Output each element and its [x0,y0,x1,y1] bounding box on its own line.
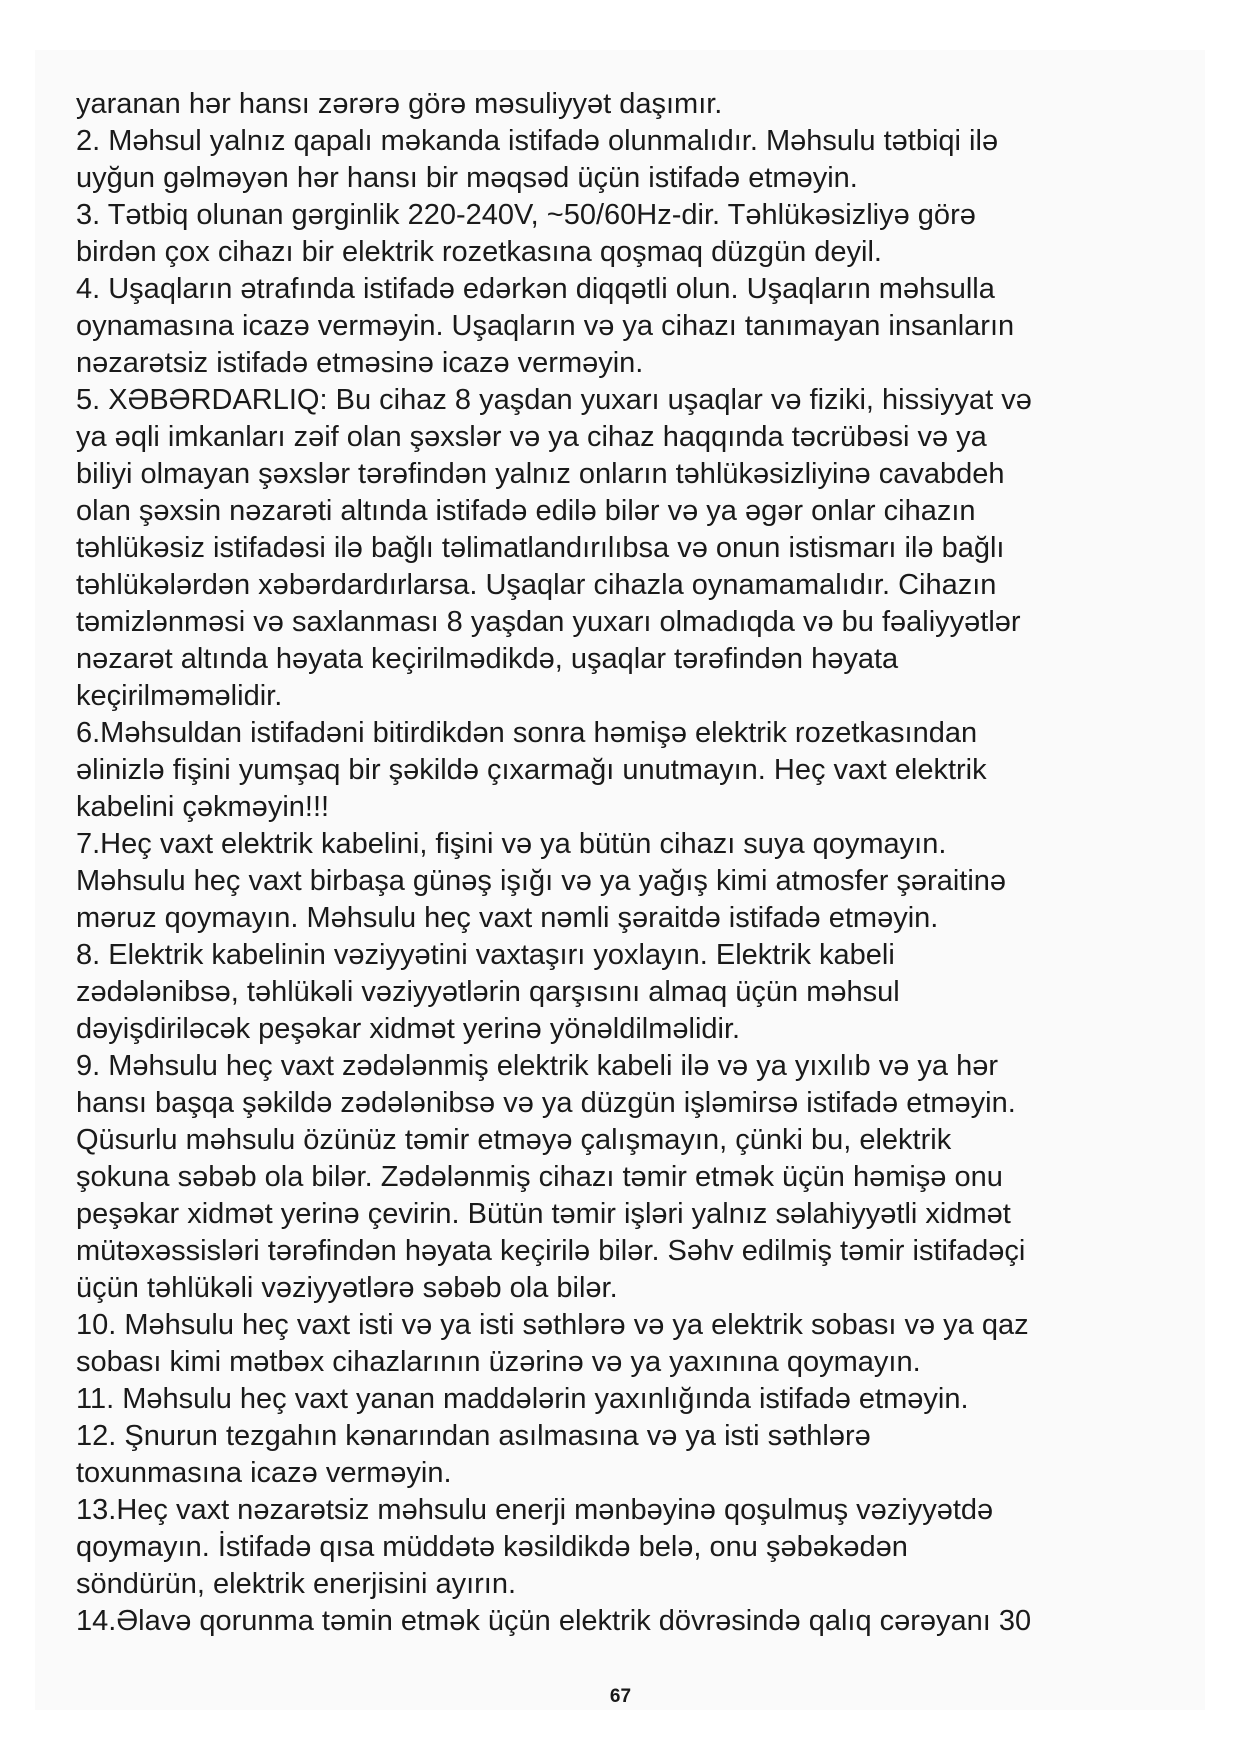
text-line: 4. Uşaqların ətrafında istifadə edərkən diqqətli olun. Uşaqların məhsulla [76,273,995,305]
text-line: 8. Elektrik kabelinin vəziyyətini vaxtaşırı yoxlayın. Elektrik kabeli [76,939,895,971]
text-line: əlinizlə fişini yumşaq bir şəkildə çıxarmağı unutmayın. Heç vaxt elektrik [76,754,987,786]
text-line: 6.Məhsuldan istifadəni bitirdikdən sonra həmişə elektrik rozetkasından [76,717,978,749]
text-line: biliyi olmayan şəxslər tərəfindən yalnız onların təhlükəsizliyinə cavabdeh [76,458,1005,490]
text-line: söndürün, elektrik enerjisini ayırın. [76,1568,517,1600]
text-line: hansı başqa şəkildə zədələnibsə və ya düzgün işləmirsə istifadə etməyin. [76,1087,1016,1119]
text-line: təmizlənməsi və saxlanması 8 yaşdan yuxarı olmadıqda və bu fəaliyyətlər [76,606,1021,638]
text-line: 5. XƏBƏRDARLIQ: Bu cihaz 8 yaşdan yuxarı uşaqlar və fiziki, hissiyyat və [76,384,1032,416]
text-line: oynamasına icazə verməyin. Uşaqların və ya cihazı tanımayan insanların [76,310,1015,342]
text-line: yaranan hər hansı zərərə görə məsuliyyət daşımır. [76,88,723,120]
text-line: nəzarətsiz istifadə etməsinə icazə verməyin. [76,347,644,379]
text-line: zədələnibsə, təhlükəli vəziyyətlərin qarşısını almaq üçün məhsul [76,976,900,1008]
text-line: üçün təhlükəli vəziyyətlərə səbəb ola bilər. [76,1272,618,1304]
text-line: təhlükəsiz istifadəsi ilə bağlı təlimatlandırılıbsa və onun istismarı ilə bağlı [76,532,1005,564]
text-line: 9. Məhsulu heç vaxt zədələnmiş elektrik kabeli ilə və ya yıxılıb və ya hər [76,1050,998,1082]
text-line: olan şəxsin nəzarəti altında istifadə edilə bilər və ya əgər onlar cihazın [76,495,976,527]
text-line: şokuna səbəb ola bilər. Zədələnmiş cihazı təmir etmək üçün həmişə onu [76,1161,1003,1193]
text-line: təhlükələrdən xəbərdardırlarsa. Uşaqlar cihazla oynamamalıdır. Cihazın [76,569,997,601]
text-line: 13.Heç vaxt nəzarətsiz məhsulu enerji mənbəyinə qoşulmuş vəziyyətdə [76,1494,994,1526]
text-line: nəzarət altında həyata keçirilmədikdə, uşaqlar tərəfindən həyata [76,643,899,675]
text-line: peşəkar xidmət yerinə çevirin. Bütün təmir işləri yalnız səlahiyyətli xidmət [76,1198,1011,1230]
text-line: 3. Tətbiq olunan gərginlik 220-240V, ~50/60Hz-dir. Təhlükəsizliyə görə [76,199,976,231]
text-line: ya əqli imkanları zəif olan şəxslər və ya cihaz haqqında təcrübəsi və ya [76,421,987,453]
text-line: birdən çox cihazı bir elektrik rozetkasına qoşmaq düzgün deyil. [76,236,882,268]
text-line: 7.Heç vaxt elektrik kabelini, fişini və ya bütün cihazı suya qoymayın. [76,828,947,860]
text-line: 14.Əlavə qorunma təmin etmək üçün elektrik dövrəsində qalıq cərəyanı 30 [76,1605,1032,1637]
page-number: 67 [609,1686,632,1707]
text-line: kabelini çəkməyin!!! [76,791,330,823]
text-line: 11. Məhsulu heç vaxt yanan maddələrin yaxınlığında istifadə etməyin. [76,1383,969,1415]
text-line: məruz qoymayın. Məhsulu heç vaxt nəmli şəraitdə istifadə etməyin. [76,902,939,934]
text-line: 12. Şnurun tezgahın kənarından asılmasına və ya isti səthlərə [76,1420,871,1452]
text-line: sobası kimi mətbəx cihazlarının üzərinə və ya yaxınına qoymayın. [76,1346,921,1378]
text-line: 10. Məhsulu heç vaxt isti və ya isti səthlərə və ya elektrik sobası və ya qaz [76,1309,1029,1341]
text-line: Qüsurlu məhsulu özünüz təmir etməyə çalışmayın, çünki bu, elektrik [76,1124,952,1156]
text-line: 2. Məhsul yalnız qapalı məkanda istifadə olunmalıdır. Məhsulu tətbiqi ilə [76,125,999,157]
text-line: Məhsulu heç vaxt birbaşa günəş işığı və ya yağış kimi atmosfer şəraitinə [76,865,1007,897]
text-line: mütəxəssisləri tərəfindən həyata keçirilə bilər. Səhv edilmiş təmir istifadəçi [76,1235,1026,1267]
text-line: uyğun gəlməyən hər hansı bir məqsəd üçün istifadə etməyin. [76,162,858,194]
text-line: toxunmasına icazə verməyin. [76,1457,452,1489]
text-line: keçirilməməlidir. [76,680,283,712]
text-line: qoymayın. İstifadə qısa müddətə kəsildikdə belə, onu şəbəkədən [76,1531,908,1563]
text-line: dəyişdiriləcək peşəkar xidmət yerinə yönəldilməlidir. [76,1013,741,1045]
document-body [76,86,1176,1640]
